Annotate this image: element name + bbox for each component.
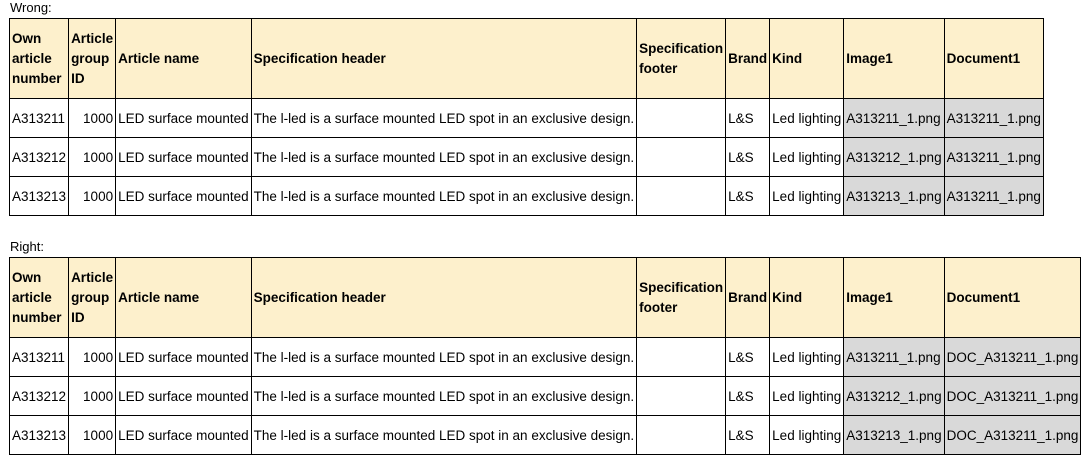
right-label: Right: <box>10 239 44 254</box>
cell-own-article-number[interactable]: A313213 <box>10 416 69 455</box>
column-header-kind: Kind <box>770 19 844 99</box>
cell-specification-header[interactable]: The l-led is a surface mounted LED spot in an exclusive design. <box>251 138 636 177</box>
column-header-own-article-number: Own article number <box>10 258 69 338</box>
cell-article-name[interactable]: LED surface mounted <box>116 377 252 416</box>
cell-brand[interactable]: L&S <box>726 416 770 455</box>
cell-image1[interactable]: A313211_1.png <box>844 338 944 377</box>
wrong-table <box>9 18 1044 216</box>
cell-article-group-id[interactable]: 1000 <box>69 377 116 416</box>
cell-kind[interactable]: Led lighting <box>770 416 844 455</box>
cell-brand[interactable]: L&S <box>726 138 770 177</box>
column-header-specification-footer: Specification footer <box>637 258 726 338</box>
table-row <box>10 138 1044 177</box>
cell-kind[interactable]: Led lighting <box>770 377 844 416</box>
column-header-image1: Image1 <box>844 19 944 99</box>
cell-brand[interactable]: L&S <box>726 377 770 416</box>
cell-specification-footer[interactable] <box>637 377 726 416</box>
cell-image1[interactable]: A313213_1.png <box>844 416 944 455</box>
column-header-brand: Brand <box>726 258 770 338</box>
cell-document1[interactable]: DOC_A313211_1.png <box>944 416 1081 455</box>
cell-brand[interactable]: L&S <box>726 177 770 216</box>
column-header-specification-footer: Specification footer <box>637 19 726 99</box>
cell-specification-header[interactable]: The l-led is a surface mounted LED spot in an exclusive design. <box>251 177 636 216</box>
table-row <box>10 99 1044 138</box>
column-header-kind: Kind <box>770 258 844 338</box>
right-table <box>9 257 1081 455</box>
cell-article-name[interactable]: LED surface mounted <box>116 177 252 216</box>
column-header-document1: Document1 <box>944 258 1081 338</box>
cell-article-group-id[interactable]: 1000 <box>69 99 116 138</box>
cell-brand[interactable]: L&S <box>726 338 770 377</box>
cell-kind[interactable]: Led lighting <box>770 177 844 216</box>
header-row <box>10 19 1044 99</box>
column-header-specification-header: Specification header <box>251 19 636 99</box>
cell-specification-footer[interactable] <box>637 338 726 377</box>
cell-image1[interactable]: A313212_1.png <box>844 377 944 416</box>
column-header-document1: Document1 <box>944 19 1043 99</box>
cell-article-name[interactable]: LED surface mounted <box>116 138 252 177</box>
cell-specification-header[interactable]: The l-led is a surface mounted LED spot in an exclusive design. <box>251 99 636 138</box>
cell-document1[interactable]: A313211_1.png <box>944 138 1043 177</box>
wrong-label: Wrong: <box>10 0 52 15</box>
cell-specification-footer[interactable] <box>637 177 726 216</box>
header-row <box>10 258 1081 338</box>
cell-image1[interactable]: A313213_1.png <box>844 177 944 216</box>
cell-document1[interactable]: A313211_1.png <box>944 177 1043 216</box>
table-row <box>10 177 1044 216</box>
cell-own-article-number[interactable]: A313213 <box>10 177 69 216</box>
column-header-article-group-id: Article group ID <box>69 19 116 99</box>
column-header-specification-header: Specification header <box>251 258 636 338</box>
cell-article-name[interactable]: LED surface mounted <box>116 99 252 138</box>
cell-article-group-id[interactable]: 1000 <box>69 338 116 377</box>
cell-specification-header[interactable]: The l-led is a surface mounted LED spot in an exclusive design. <box>251 377 636 416</box>
cell-image1[interactable]: A313212_1.png <box>844 138 944 177</box>
cell-article-group-id[interactable]: 1000 <box>69 416 116 455</box>
cell-own-article-number[interactable]: A313211 <box>10 338 69 377</box>
column-header-article-name: Article name <box>116 19 252 99</box>
table-row <box>10 338 1081 377</box>
cell-specification-header[interactable]: The l-led is a surface mounted LED spot in an exclusive design. <box>251 338 636 377</box>
table-row <box>10 416 1081 455</box>
cell-specification-footer[interactable] <box>637 416 726 455</box>
cell-document1[interactable]: A313211_1.png <box>944 99 1043 138</box>
cell-own-article-number[interactable]: A313212 <box>10 138 69 177</box>
cell-specification-header[interactable]: The l-led is a surface mounted LED spot in an exclusive design. <box>251 416 636 455</box>
cell-article-group-id[interactable]: 1000 <box>69 138 116 177</box>
cell-image1[interactable]: A313211_1.png <box>844 99 944 138</box>
cell-article-group-id[interactable]: 1000 <box>69 177 116 216</box>
cell-document1[interactable]: DOC_A313211_1.png <box>944 338 1081 377</box>
cell-specification-footer[interactable] <box>637 138 726 177</box>
cell-kind[interactable]: Led lighting <box>770 338 844 377</box>
column-header-article-group-id: Article group ID <box>69 258 116 338</box>
column-header-brand: Brand <box>726 19 770 99</box>
column-header-article-name: Article name <box>116 258 252 338</box>
column-header-own-article-number: Own article number <box>10 19 69 99</box>
cell-own-article-number[interactable]: A313212 <box>10 377 69 416</box>
column-header-image1: Image1 <box>844 258 944 338</box>
cell-own-article-number[interactable]: A313211 <box>10 99 69 138</box>
cell-brand[interactable]: L&S <box>726 99 770 138</box>
cell-kind[interactable]: Led lighting <box>770 138 844 177</box>
cell-article-name[interactable]: LED surface mounted <box>116 338 252 377</box>
cell-kind[interactable]: Led lighting <box>770 99 844 138</box>
cell-document1[interactable]: DOC_A313211_1.png <box>944 377 1081 416</box>
cell-article-name[interactable]: LED surface mounted <box>116 416 252 455</box>
cell-specification-footer[interactable] <box>637 99 726 138</box>
table-row <box>10 377 1081 416</box>
